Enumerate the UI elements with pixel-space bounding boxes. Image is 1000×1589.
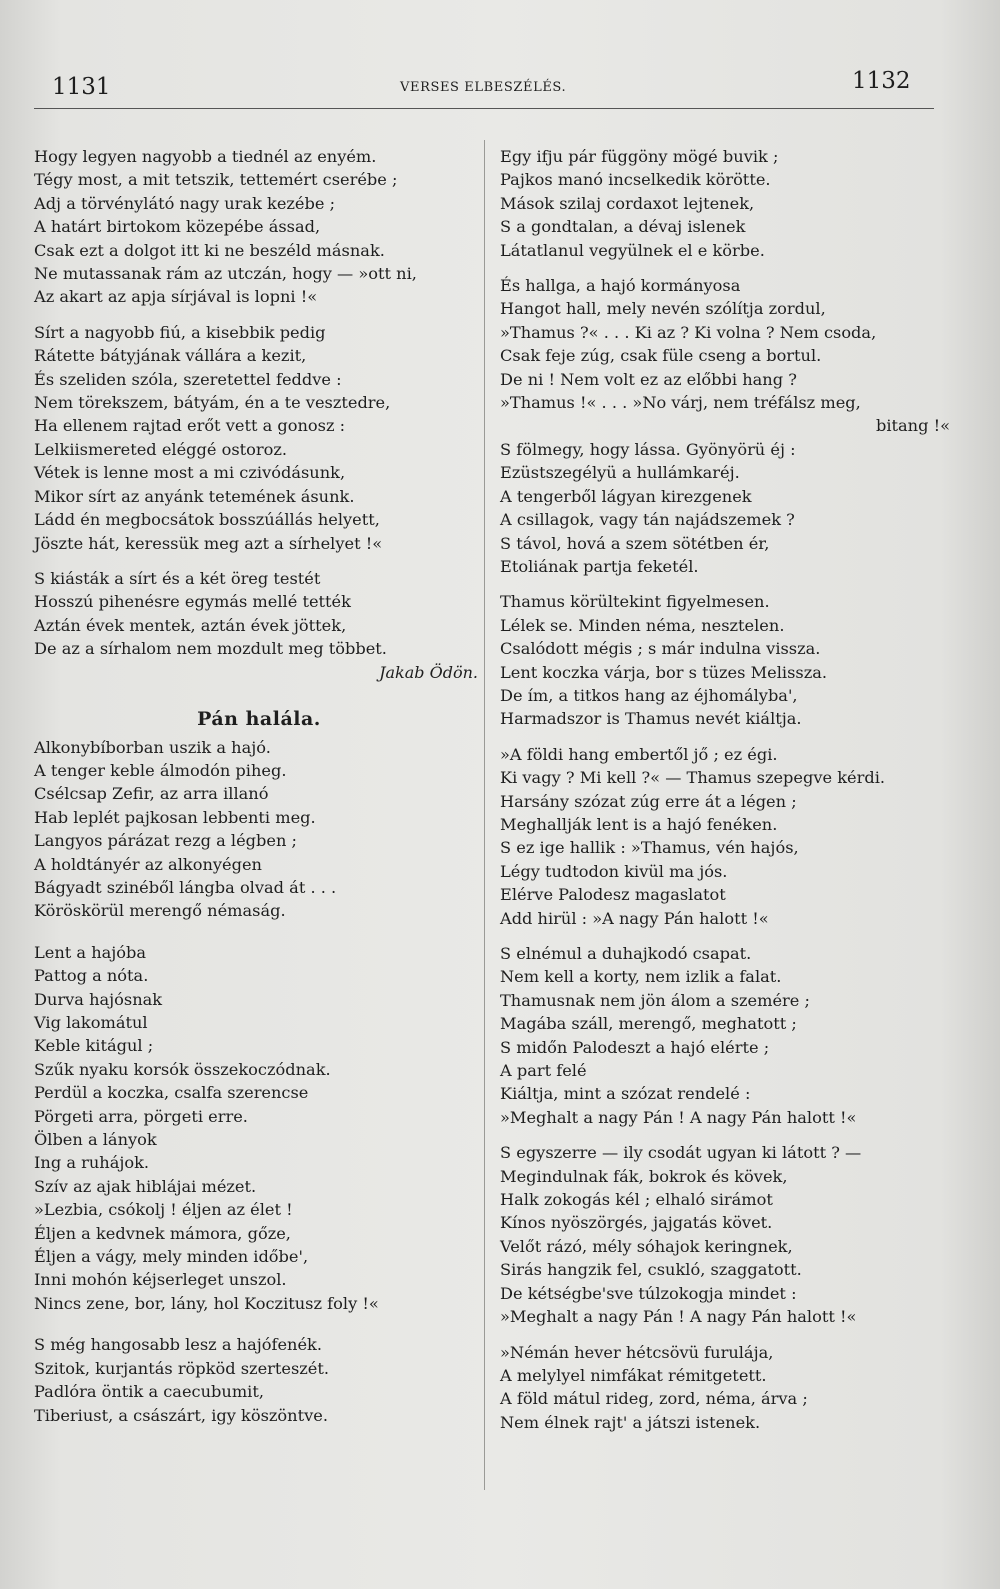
verse-line: Lelkiismereted eléggé ostoroz. (34, 439, 288, 459)
verse-line: »Meghalt a nagy Pán ! A nagy Pán halott !« (500, 1107, 857, 1127)
verse-line: Ha ellenem rajtad erőt vett a gonosz : (34, 416, 346, 436)
verse-line: Ölben a lányok (34, 1130, 157, 1150)
verse-line: Elérve Palodesz magaslatot (500, 885, 726, 905)
verse-line: »Thamus ?« . . . Ki az ? Ki volna ? Nem csoda, (500, 322, 877, 342)
poem-title: Pán halála. (197, 707, 321, 730)
stanza (500, 942, 950, 1129)
verse-line: A part felé (500, 1061, 587, 1081)
stanza (34, 1333, 484, 1427)
author-signature: Jakab Ödön. (379, 662, 478, 682)
verse-line: A föld mátul rideg, zord, néma, árva ; (500, 1389, 808, 1409)
left-column (34, 145, 484, 1427)
verse-line: »Thamus !« . . . »No várj, nem tréfálsz meg, (500, 393, 861, 413)
verse-line: S egyszerre — ily csodát ugyan ki látott ? — (500, 1143, 862, 1163)
verse-line: S még hangosabb lesz a hajófenék. (34, 1335, 323, 1355)
verse-line: Adj a törvénylátó nagy urak kezébe ; (34, 193, 336, 213)
verse-line: Köröskörül merengő némaság. (34, 901, 286, 921)
verse-line: Egy ifju pár függöny mögé buvik ; (500, 147, 779, 166)
verse-line: Padlóra öntik a caecubumit, (34, 1382, 264, 1402)
verse-line: A határt birtokom közepébe ássad, (34, 217, 321, 237)
stanza (500, 743, 950, 930)
verse-line: Vig lakomátul (34, 1013, 148, 1032)
verse-line: Ing a ruhájok. (34, 1153, 150, 1173)
verse-line: Szitok, kurjantás röpköd szerteszét. (34, 1358, 330, 1378)
verse-line: A tengerből lágyan kirezgenek (500, 486, 752, 506)
verse-line: Sírt a nagyobb fiú, a kisebbik pedig (34, 322, 326, 342)
verse-line: Pattog a nóta. (34, 966, 149, 986)
verse-line: Csalódott mégis ; s már indulna vissza. (500, 639, 821, 659)
verse-line: Nincs zene, bor, lány, hol Koczitusz foly !« (34, 1293, 379, 1313)
verse-line: Éljen a kedvnek mámora, gőze, (34, 1223, 291, 1243)
verse-line: S távol, hová a szem sötétben ér, (500, 533, 770, 553)
verse-line-continuation: bitang !« (875, 416, 950, 436)
verse-line: Éljen a vágy, mely minden időbe', (34, 1247, 309, 1267)
verse-line: Thamusnak nem jön álom a szemére ; (500, 990, 810, 1010)
stanza (500, 1141, 950, 1328)
verse-line: Ne mutassanak rám az utczán, hogy — »ott ni, (34, 264, 417, 284)
verse-line: Légy tudtodon kivül ma jós. (500, 861, 728, 881)
verse-line: Magába száll, merengő, meghatott ; (500, 1014, 797, 1034)
verse-line: És hallga, a hajó kormányosa (500, 276, 741, 296)
verse-line: És szeliden szóla, szeretettel feddve : (34, 369, 342, 389)
verse-line: Hogy legyen nagyobb a tiednél az enyém. (34, 147, 377, 166)
stanza (500, 590, 950, 730)
verse-line: Alkonybíborban uszik a hajó. (34, 737, 271, 757)
verse-line: Megindulnak fák, bokrok és kövek, (500, 1166, 788, 1186)
verse-line: Szív az ajak hiblájai mézet. (34, 1176, 257, 1196)
column-divider (484, 140, 485, 1490)
verse-line: Az akart az apja sírjával is lopni !« (34, 287, 318, 307)
page-number-left: 1131 (52, 74, 111, 100)
verse-line: Ki vagy ? Mi kell ?« — Thamus szepegve kérdi. (500, 768, 886, 788)
stanza (34, 321, 484, 555)
stanza (500, 274, 950, 414)
verse-line: De ím, a titkos hang az éjhomályba', (500, 685, 798, 705)
verse-line: Hangot hall, mely nevén szólítja zordul, (500, 299, 826, 319)
verse-line: S ez ige hallik : »Thamus, vén hajós, (500, 838, 799, 858)
verse-line: S fölmegy, hogy lássa. Gyönyörü éj : (500, 439, 796, 459)
verse-line: Harmadszor is Thamus nevét kiáltja. (500, 709, 802, 729)
verse-line: Pajkos manó incselkedik körötte. (500, 170, 771, 190)
verse-line: Add hirül : »A nagy Pán halott !« (500, 908, 769, 928)
stanza (500, 145, 950, 262)
verse-line: Lélek se. Minden néma, nesztelen. (500, 615, 785, 635)
verse-line: Thamus körültekint figyelmesen. (500, 592, 770, 612)
stanza (34, 145, 484, 309)
verse-line: Vétek is lenne most a mi czivódásunk, (34, 463, 346, 483)
verse-line: »A földi hang embertől jő ; ez égi. (500, 744, 778, 764)
page-header (0, 66, 1000, 106)
verse-line: Hab leplét pajkosan lebbenti meg. (34, 807, 316, 827)
page-number-right: 1132 (852, 68, 911, 94)
verse-line: »Meghalt a nagy Pán ! A nagy Pán halott !« (500, 1307, 857, 1327)
verse-line: Harsány szózat zúg erre át a légen ; (500, 791, 797, 811)
verse-line: Keble kitágul ; (34, 1036, 154, 1056)
stanza (34, 736, 484, 923)
verse-line: Lent koczka várja, bor s tüzes Melissza. (500, 662, 828, 682)
verse-line: Kiáltja, mint a szózat rendelé : (500, 1084, 751, 1104)
running-title: VERSES ELBESZÉLÉS. (400, 80, 567, 95)
verse-line: Ládd én megbocsátok bosszúállás helyett, (34, 510, 380, 530)
verse-line: Csak ezt a dolgot itt ki ne beszéld másnak. (34, 240, 385, 260)
verse-line: Csak feje zúg, csak füle cseng a bortul. (500, 346, 822, 366)
verse-line: Kínos nyöszörgés, jajgatás követ. (500, 1213, 773, 1233)
stanza (34, 941, 484, 1316)
verse-line: Nem kell a korty, nem izlik a falat. (500, 967, 782, 987)
verse-line: Halk zokogás kél ; elhaló sirámot (500, 1190, 773, 1210)
verse-line: Tégy most, a mit tetszik, tettemért cserébe ; (34, 170, 398, 190)
verse-line: Jöszte hát, keressük meg azt a sírhelyet !« (34, 533, 383, 553)
verse-line: »Lezbia, csókolj ! éljen az élet ! (34, 1200, 293, 1220)
header-rule (34, 108, 934, 109)
verse-line: A csillagok, vagy tán najádszemek ? (500, 510, 795, 530)
verse-line: Langyos párázat rezg a légben ; (34, 831, 297, 851)
stanza (34, 567, 484, 661)
verse-line: De kétségbe'sve túlzokogja mindet : (500, 1283, 797, 1303)
verse-line: Perdül a koczka, csalfa szerencse (34, 1083, 309, 1103)
stanza (500, 438, 950, 578)
verse-line: Látatlanul vegyülnek el e körbe. (500, 240, 765, 260)
verse-line: Lent a hajóba (34, 942, 147, 962)
verse-line: Nem törekszem, bátyám, én a te vesztedre, (34, 393, 391, 413)
stanza (500, 1341, 950, 1435)
verse-line: Bágyadt szinéből lángba olvad át . . . (34, 877, 337, 897)
verse-line: De az a sírhalom nem mozdult meg többet. (34, 639, 387, 659)
verse-line: Hosszú pihenésre egymás mellé tették (34, 592, 351, 612)
verse-line: Sirás hangzik fel, csukló, szaggatott. (500, 1260, 802, 1280)
verse-line: Meghallják lent is a hajó fenéken. (500, 814, 778, 834)
verse-line: Csélcsap Zefir, az arra illanó (34, 784, 269, 804)
verse-line: Etoliának partja feketél. (500, 556, 699, 576)
verse-line: A holdtányér az alkonyégen (34, 854, 262, 874)
verse-line: Pörgeti arra, pörgeti erre. (34, 1106, 248, 1126)
verse-line: A melylyel nimfákat rémitgetett. (500, 1365, 767, 1385)
verse-line: Nem élnek rajt' a játszi istenek. (500, 1412, 761, 1432)
right-column (500, 145, 950, 1434)
verse-line: Szűk nyaku korsók összekoczódnak. (34, 1059, 331, 1079)
verse-line: Tiberiust, a császárt, igy köszöntve. (34, 1405, 328, 1425)
verse-line: A tenger keble álmodón piheg. (34, 760, 287, 780)
verse-line: S a gondtalan, a dévaj islenek (500, 217, 746, 237)
verse-line: Mikor sírt az anyánk tetemének ásunk. (34, 486, 355, 506)
verse-line: Ezüstszegélyü a hullámkaréj. (500, 463, 740, 483)
verse-line: Velőt rázó, mély sóhajok keringnek, (500, 1236, 793, 1256)
verse-line: Aztán évek mentek, aztán évek jöttek, (34, 615, 347, 635)
verse-line: S elnémul a duhajkodó csapat. (500, 944, 752, 963)
verse-line: Mások szilaj cordaxot lejtenek, (500, 193, 755, 213)
verse-line: S midőn Palodeszt a hajó elérte ; (500, 1037, 770, 1057)
verse-line: De ni ! Nem volt ez az előbbi hang ? (500, 369, 797, 389)
verse-line: Inni mohón kéjserleget unszol. (34, 1270, 287, 1290)
verse-line: »Némán hever hétcsövü furulája, (500, 1342, 774, 1362)
verse-line: Durva hajósnak (34, 989, 163, 1009)
verse-line: Rátette bátyjának vállára a kezit, (34, 346, 307, 366)
verse-line: S kiásták a sírt és a két öreg testét (34, 568, 321, 588)
